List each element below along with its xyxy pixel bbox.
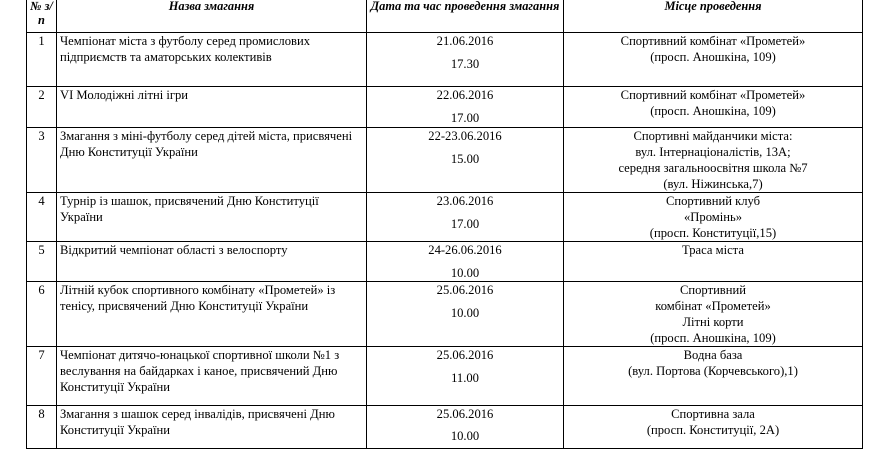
row-name: Змагання з шашок серед інвалідів, присвячені Дню Конституції України [57,406,367,449]
row-date: 22.06.2016 [436,88,494,102]
row-num: 6 [27,282,57,347]
row-place-cell [564,242,863,282]
row-place-cell [564,193,863,242]
row-place-line: Спортивний комбінат «Прометей» [620,88,806,102]
row-date-cell [367,347,564,406]
row-time: 10.00 [450,306,480,320]
row-time: 17.30 [450,57,480,71]
row-time: 10.00 [450,266,480,280]
header-num: № з/п [27,0,57,33]
row-place-line: Спортивні майданчики міста: [633,129,793,143]
row-name: Відкритий чемпіонат області з велоспорту [57,242,367,282]
row-place-line: Спортивний комбінат «Прометей» [620,34,806,48]
row-date-cell [367,87,564,128]
row-date: 21.06.2016 [436,34,494,48]
table-row [27,406,863,449]
row-date: 22-23.06.2016 [428,129,502,143]
row-name: Чемпіонат міста з футболу серед промислових підприємств та аматорських колективів [57,33,367,87]
row-num: 3 [27,128,57,193]
row-place-line: (просп. Конституції,15) [649,226,777,240]
table-row [27,87,863,128]
row-place-cell [564,33,863,87]
row-num: 2 [27,87,57,128]
row-num: 1 [27,33,57,87]
row-date: 25.06.2016 [436,407,494,421]
row-time: 10.00 [450,429,480,443]
row-place-cell [564,128,863,193]
row-place-line: «Промінь» [684,210,742,224]
table-header-row [27,0,863,33]
row-date: 25.06.2016 [436,348,494,362]
row-place-line: (просп. Конституції, 2А) [646,423,780,437]
row-date-cell [367,406,564,449]
row-time: 17.00 [450,111,480,125]
row-place-line: Спортивний [680,283,746,297]
row-name: Турнір із шашок, присвячений Дню Конституції України [57,193,367,242]
row-time: 15.00 [450,152,480,166]
table-row [27,33,863,87]
row-date: 25.06.2016 [436,283,494,297]
table-row [27,242,863,282]
row-date-cell [367,33,564,87]
header-place: Місце проведення [564,0,863,33]
row-name: Змагання з міні-футболу серед дітей міста, присвячені Дню Конституції України [57,128,367,193]
header-name: Назва змагання [57,0,367,33]
row-place-line: (вул. Ніжинська,7) [663,177,763,191]
row-place-line: вул. Інтернаціоналістів, 13А; [635,145,791,159]
table-row [27,128,863,193]
row-name: Чемпіонат дитячо-юнацької спортивної школи №1 з веслування на байдарках і каное, присвячений Дню Конституції України [57,347,367,406]
row-place-line: комбінат «Прометей» [655,299,771,313]
row-place-line: середня загальноосвітня школа №7 [618,161,808,175]
row-num: 4 [27,193,57,242]
row-place-line: Траса міста [682,243,744,257]
row-name: VІ Молодіжні літні ігри [57,87,367,128]
row-name: Літній кубок спортивного комбінату «Прометей» із тенісу, присвячений Дню Конституції України [57,282,367,347]
row-place-line: (просп. Аношкіна, 109) [650,50,776,64]
row-date-cell [367,282,564,347]
row-date: 24-26.06.2016 [428,243,502,257]
row-num: 5 [27,242,57,282]
competition-schedule-table [26,0,863,449]
row-place-line: (просп. Аношкіна, 109) [650,104,776,118]
row-num: 8 [27,406,57,449]
row-place-line: Спортивний клуб [665,194,761,208]
table-row [27,193,863,242]
row-date-cell [367,128,564,193]
row-place-cell [564,282,863,347]
row-place-line: (вул. Портова (Корчевського),1) [628,364,798,378]
table-row [27,282,863,347]
row-place-line: Літні корти [682,315,744,329]
row-place-line: Водна база [683,348,743,362]
row-time: 17.00 [450,217,480,231]
row-date-cell [367,193,564,242]
row-num: 7 [27,347,57,406]
row-place-cell [564,347,863,406]
table-row [27,347,863,406]
row-time: 11.00 [451,371,479,385]
row-date: 23.06.2016 [436,194,494,208]
row-place-line: Спортивна зала [671,407,755,421]
header-date: Дата та час проведення змагання [367,0,564,33]
row-date-cell [367,242,564,282]
row-place-line: (просп. Аношкіна, 109) [650,331,776,345]
row-place-cell [564,406,863,449]
row-place-cell [564,87,863,128]
